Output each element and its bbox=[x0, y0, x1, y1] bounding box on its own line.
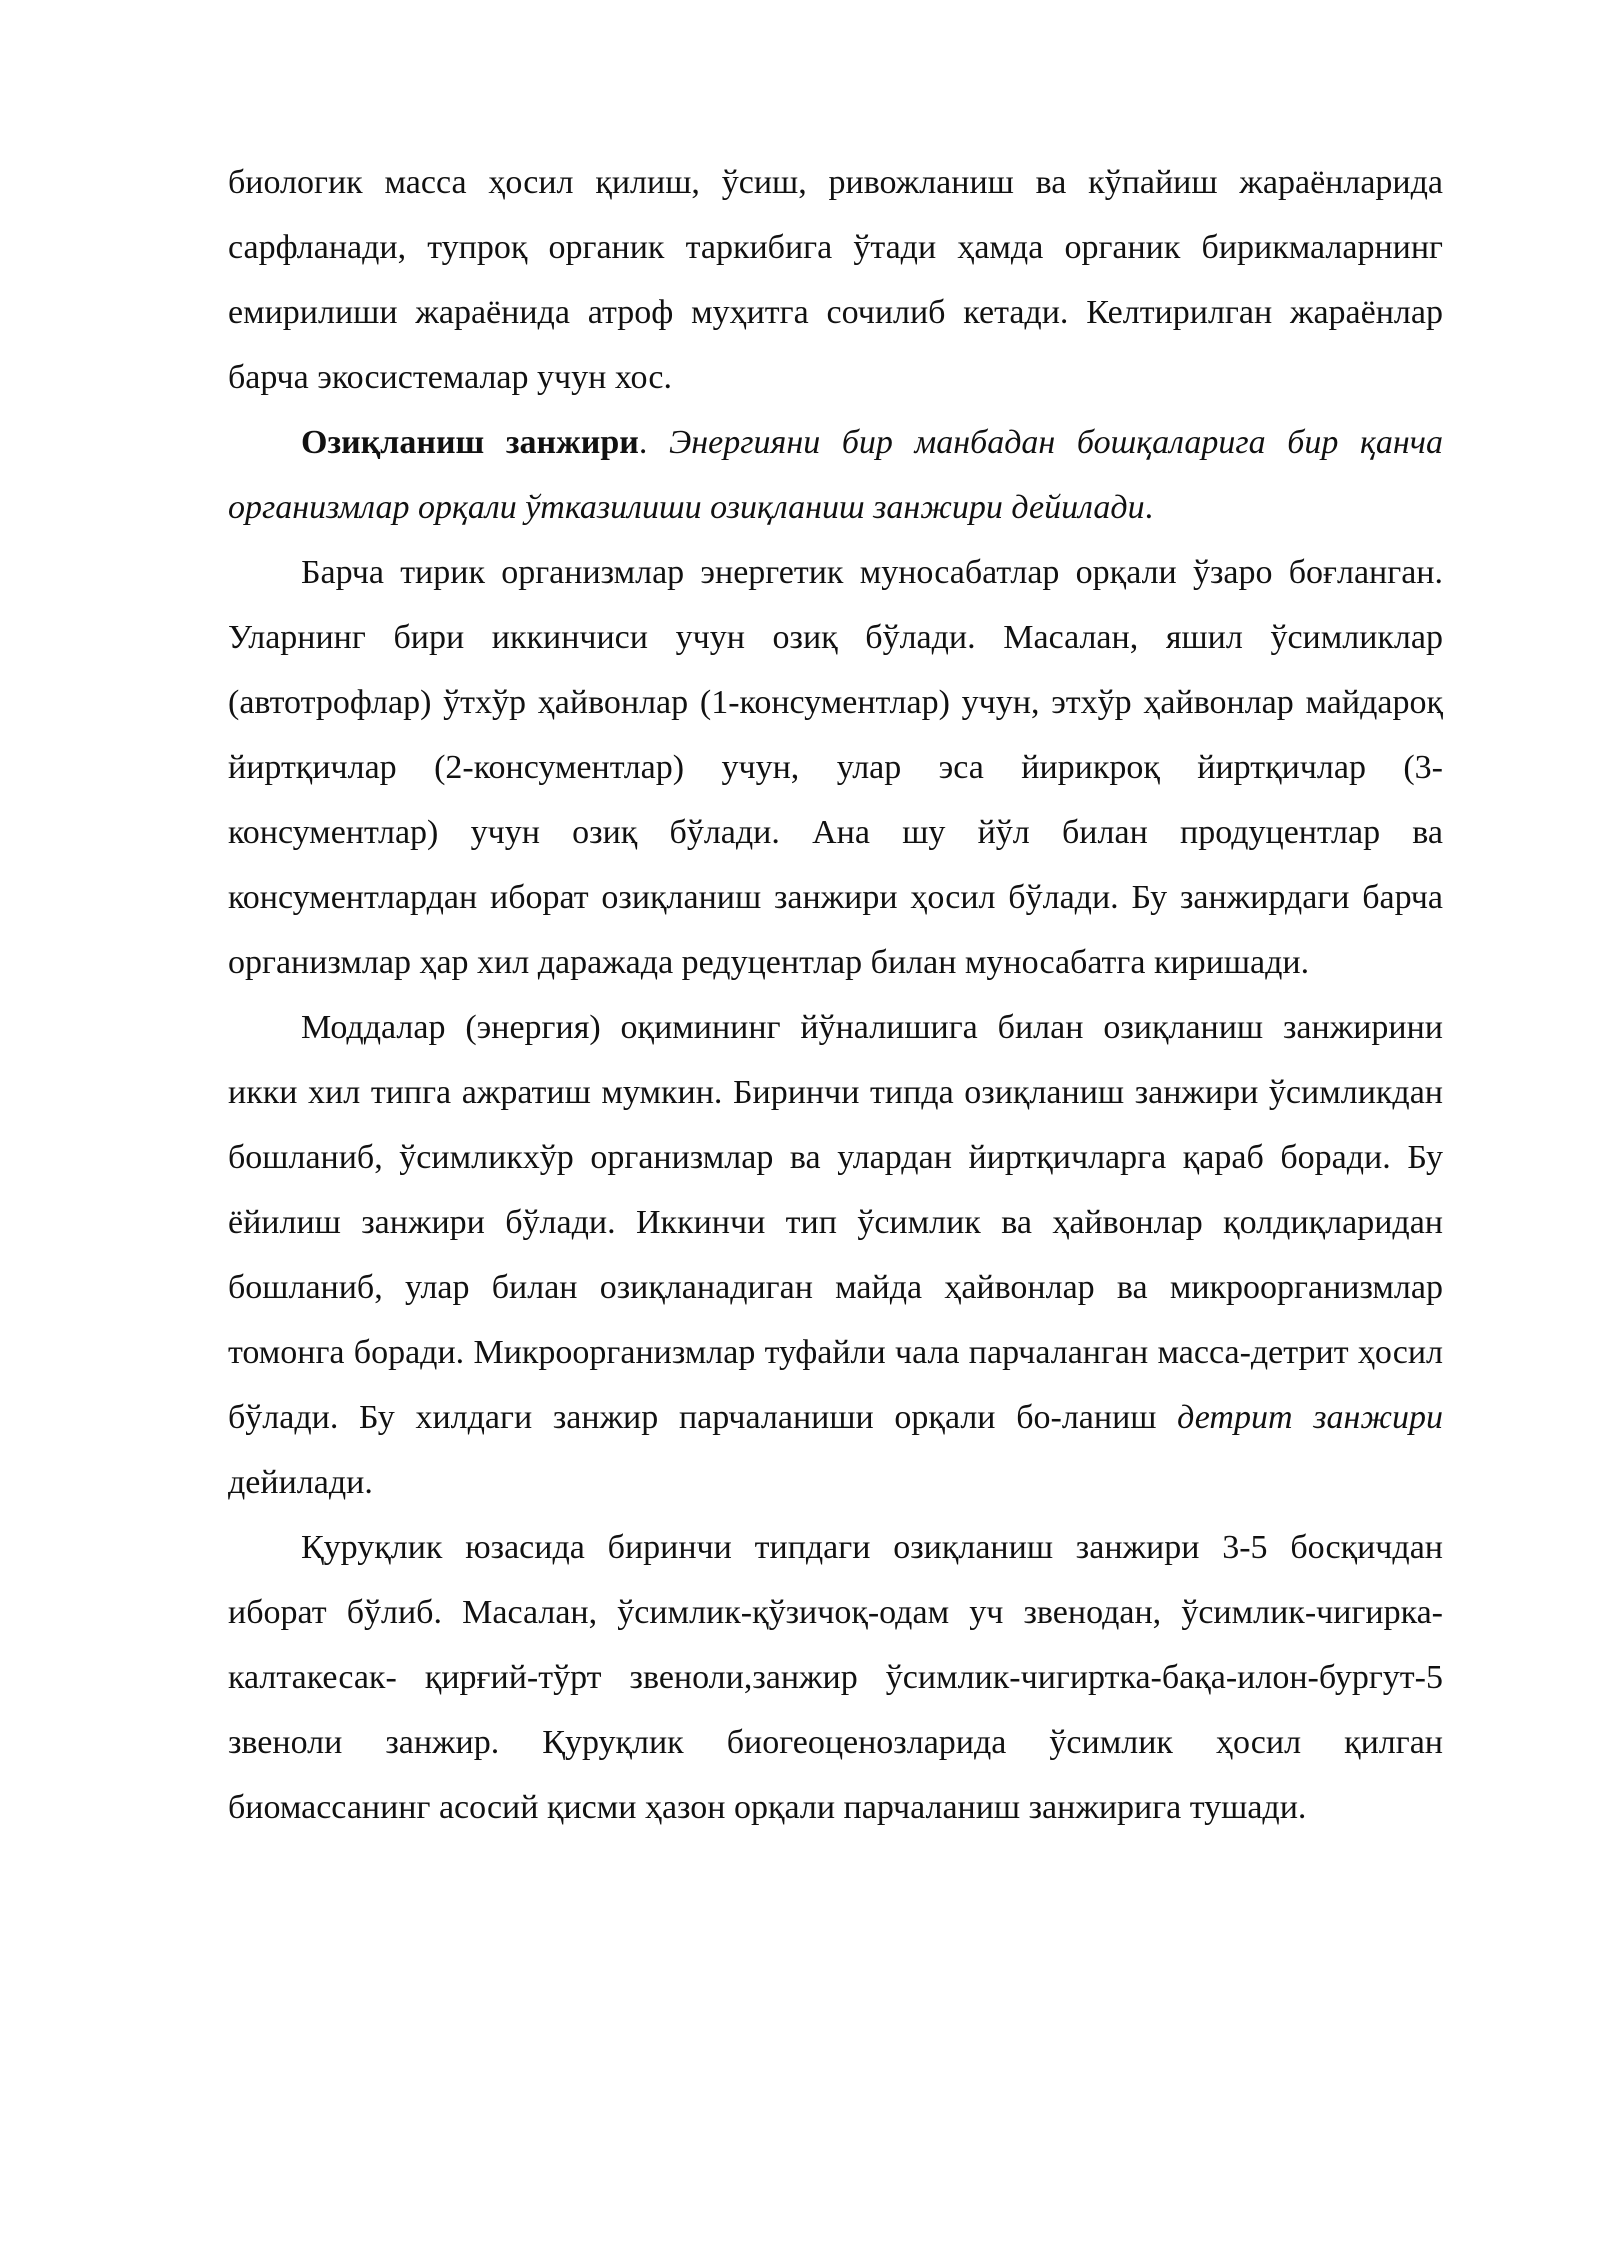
term-punctuation: . bbox=[638, 424, 648, 461]
paragraph-continuation: биологик масса ҳосил қилиш, ўсиш, ривожланиш ва кўпайиш жараёнларида сарфланади, тупроқ органик таркибига ўтади ҳамда органик бирикмаларнинг емирилиши жараёнида атроф муҳитга сочилиб кетади. Келтирилган жараёнлар барча экосистемалар учун хос. bbox=[228, 164, 1443, 396]
paragraph-land-chains: Қуруқлик юзасида биринчи типдаги озиқланиш занжири 3-5 босқичдан иборат бўлиб. Масалан, ўсимлик-қўзичоқ-одам уч звенодан, ўсимлик-чигирка-калтакесак- қирғий-тўрт звеноли,занжир ўсимлик-чигиртка-бақа-илон-бургут-5 звеноли занжир. Қуруқлик биогеоценозларида ўсимлик ҳосил қилган биомассанинг асосий қисми ҳазон орқали парчаланиш занжирига тушади. bbox=[228, 1529, 1443, 1826]
chain-types-text: Моддалар (энергия) оқимининг йўналишига билан озиқланиш занжирини икки хил типга ажратиш мумкин. Биринчи типда озиқланиш занжири ўсимликдан бошланиб, ўсимликхўр организмлар ва улардан йиртқичларга қараб боради. Бу ёйилиш занжири бўлади. Иккинчи тип ўсимлик ва ҳайвонлар қолдиқларидан бошланиб, улар билан озиқланадиган майда ҳайвонлар ва микроорганизмлар томонга боради. Микроорганизмлар туфайли чала парчаланган масса-детрит ҳосил бўлади. Бу хилдаги занжир парчаланиши орқали бо-ланиш bbox=[228, 1009, 1443, 1436]
document-page bbox=[228, 150, 1443, 1840]
term-detritus-chain: детрит занжири bbox=[1177, 1399, 1444, 1436]
definition-text: Энергияни бир манбадан бошқаларига бир қанча организмлар орқали ўтказилиши озиқланиш занжири дейилади bbox=[228, 424, 1444, 526]
definition-end: . bbox=[1144, 489, 1154, 526]
paragraph-food-chain-definition bbox=[228, 410, 1443, 540]
paragraph-energy-relations: Барча тирик организмлар энергетик муносабатлар орқали ўзаро боғланган. Уларнинг бири иккинчиси учун озиқ бўлади. Масалан, яшил ўсимликлар (автотрофлар) ўтхўр ҳайвонлар (1-консументлар) учун, этхўр ҳайвонлар майдароқ йиртқичлар (2-консументлар) учун, улар эса йирикроқ йиртқичлар (3-консументлар) учун озиқ бўлади. Ана шу йўл билан продуцентлар ва консументлардан иборат озиқланиш занжири ҳосил бўлади. Бу занжирдаги барча организмлар ҳар хил даражада редуцентлар билан муносабатга киришади. bbox=[228, 554, 1443, 981]
chain-types-ending: дейилади. bbox=[228, 1464, 373, 1501]
paragraph-chain-types bbox=[228, 995, 1443, 1515]
term-food-chain: Озиқланиш занжири bbox=[301, 424, 639, 461]
